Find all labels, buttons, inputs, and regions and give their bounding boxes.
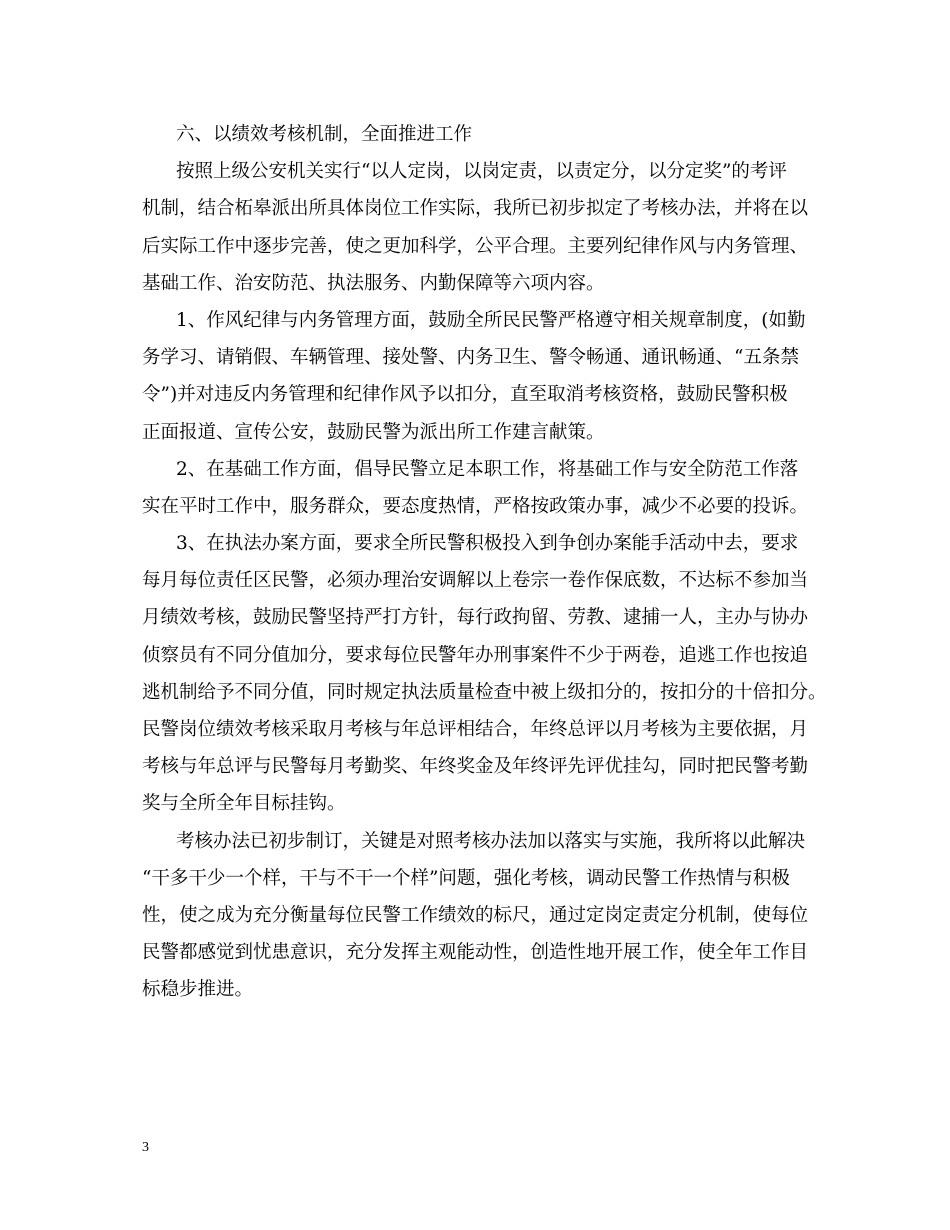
text-line: 标稳步推进。: [142, 979, 254, 1001]
document-body: [142, 116, 827, 1009]
section-heading: 六、以绩效考核机制，全面推进工作: [176, 124, 473, 145]
text-line: 令”)并对违反内务管理和纪律作风予以扣分，直至取消考核资格，鼓励民警积极: [142, 384, 788, 406]
text-line: 后实际工作中逐步完善，使之更加科学，公平合理。主要列纪律作风与内务管理、: [142, 235, 809, 257]
text-line: 2、在基础工作方面，倡导民警立足本职工作，将基础工作与安全防范工作落: [176, 458, 799, 480]
text-line: 按照上级公安机关实行“以人定岗，以岗定责，以责定分，以分定奖”的考评: [176, 161, 787, 183]
text-line: 逃机制给予不同分值，同时规定执法质量检查中被上级扣分的，按扣分的十倍扣分。: [142, 681, 827, 703]
text-line: 月绩效考核，鼓励民警坚持严打方针，每行政拘留、劳教、逮捕一人，主办与协办: [142, 607, 809, 629]
paragraph-item-1: [142, 302, 812, 451]
text-line: 机制，结合柘皋派出所具体岗位工作实际，我所已初步拟定了考核办法，并将在以: [142, 198, 809, 220]
text-line: 民警岗位绩效考核采取月考核与年总评相结合，年终总评以月考核为主要依据，月: [142, 719, 809, 740]
text-line: 性，使之成为充分衡量每位民警工作绩效的标尺，通过定岗定责定分机制，使每位: [142, 904, 809, 926]
text-line: 每月每位责任区民警，必须办理治安调解以上卷宗一卷作保底数，不达标不参加当: [142, 570, 809, 592]
text-line: 实在平时工作中，服务群众，要态度热情，严格按政策办事，减少不必要的投诉。: [142, 495, 809, 517]
text-line: 务学习、请销假、车辆管理、接处警、内务卫生、警令畅通、通讯畅通、“五条禁: [142, 347, 799, 369]
text-line: “干多干少一个样，干与不干一个样”问题，强化考核，调动民警工作热情与积极: [142, 867, 790, 889]
text-line: 民警都感觉到忧患意识，充分发挥主观能动性，创造性地开展工作，使全年工作目: [142, 942, 809, 964]
paragraph-conclusion: [142, 823, 812, 1009]
paragraph-item-3: [142, 525, 827, 823]
text-line: 1、作风纪律与内务管理方面，鼓励全所民民警严格遵守相关规章制度，(如勤: [176, 309, 806, 331]
paragraph-item-2: [142, 451, 812, 525]
paragraph-intro: [142, 153, 812, 302]
page-number: 3: [142, 1140, 149, 1155]
text-line: 奖与全所全年目标挂钩。: [142, 793, 346, 815]
text-line: 基础工作、治安防范、执法服务、内勤保障等六项内容。: [142, 272, 605, 294]
text-line: 正面报道、宣传公安，鼓励民警为派出所工作建言献策。: [142, 421, 605, 443]
text-line: 考核办法已初步制订，关键是对照考核办法加以落实与实施，我所将以此解决: [176, 830, 806, 852]
text-line: 考核与年总评与民警每月考勤奖、年终奖金及年终评先评优挂勾，同时把民警考勤: [142, 756, 809, 778]
text-line: 侦察员有不同分值加分，要求每位民警年办刑事案件不少于两卷，追逃工作也按追: [142, 644, 809, 666]
text-line: 3、在执法办案方面，要求全所民警积极投入到争创办案能手活动中去，要求: [176, 533, 799, 555]
